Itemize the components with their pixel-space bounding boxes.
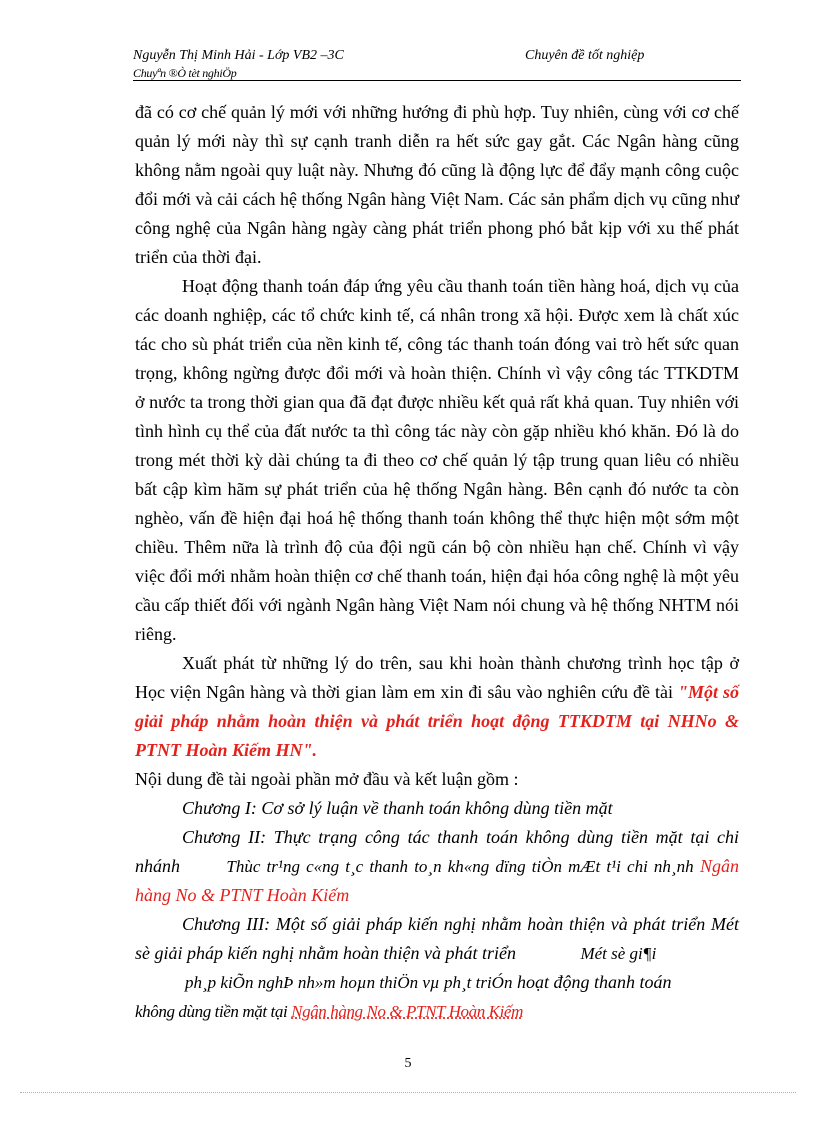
chapter-2-red: Ngân hàng No & PTNT Hoàn Kiếm: [135, 856, 740, 905]
chapter-3-text-b: Mét sè giải pháp kiến nghị nhằm hoàn thiện và phát triển: [135, 914, 739, 963]
chapter-2-garbled: Thùc tr¹ng c«ng t¸c thanh to¸n kh«ng dïng tiÒn mÆt t¹i chi nh¸nh: [226, 857, 694, 876]
header-author: Nguyễn Thị Minh Hải - Lớp VB2 –3C: [133, 48, 344, 63]
paragraph-1: đã có cơ chế quản lý mới với những hướng đi phù hợp. Tuy nhiên, cùng với cơ chế quản lý mới này thì sự cạnh tranh diễn ra hết sức gay gắt. Các Ngân hàng cũng không nằm ngoài quy luật này. Nhưng đó cũng là động lực để đẩy mạnh công cuộc đổi mới và cải cách hệ thống Ngân hàng Việt Nam. Các sản phẩm dịch vụ cũng như công nghệ của Ngân hàng ngày càng phát triển phong phó bắt kịp với xu thế phát triển của thời đại.: [135, 102, 739, 267]
chapter-3-garbled-a: Mét sè gi¶i: [580, 944, 657, 963]
chapter-3-cont: [135, 968, 739, 997]
thesis-title: "Một số giải pháp nhằm hoàn thiện và phát triển hoạt động TTKDTM tại NHNo & PTNT Hoàn Kiếm HN".: [135, 682, 739, 760]
chapter-1: Chương I: Cơ sở lý luận về thanh toán không dùng tiền mặt: [182, 798, 613, 818]
chapter-3-text: Chương III: Một số giải pháp kiến nghị nhằm hoàn thiện và phát triển: [182, 914, 706, 934]
chapter-3-red: Ngân hàng No & PTNT Hoàn Kiếm: [291, 1002, 523, 1021]
paragraph-3-text: Xuất phát từ những lý do trên, sau khi hoàn thành chương trình học tập ở Học viện Ngân hàng và thời gian làm em xin đi sâu vào nghiên cứu đề tài: [135, 653, 739, 702]
header-doc-type: Chuyên đề tốt nghiệp: [525, 48, 645, 63]
page-number: 5: [404, 1056, 412, 1071]
bottom-rule: [20, 1092, 796, 1093]
chapter-2-text: Chương II: Thực trạng công tác thanh toán không dùng tiền mặt tại chi nhánh: [135, 827, 739, 876]
document-body: [135, 98, 739, 1026]
paragraph-4: Nội dung đề tài ngoài phần mở đầu và kết luận gồm :: [135, 769, 519, 789]
chapter-3-end: [135, 997, 739, 1026]
paragraph-3: [135, 649, 739, 765]
chapter-3-text-f: không dùng tiền mặt tại: [135, 1002, 288, 1021]
page-header: [133, 46, 741, 81]
chapter-3: [135, 910, 739, 968]
chapter-2: [135, 823, 739, 910]
chapter-3-text-e: hoạt động thanh toán: [516, 972, 672, 992]
paragraph-2: Hoạt động thanh toán đáp ứng yêu cầu thanh toán tiền hàng hoá, dịch vụ của các doanh nghiệp, các tổ chức kinh tế, cá nhân trong xã hội. Được xem là chất xúc tác cho sù phát triển của nền kinh tế, công tác thanh toán đóng vai trò hết sức quan trọng, không ngừng được đổi mới và hoàn thiện. Chính vì vậy công tác TTKDTM ở nước ta trong thời gian qua đã đạt được nhiều kết quả rất khả quan. Tuy nhiên với tình hình cụ thể của đất nước ta thì công tác này còn gặp nhiều khó khăn. Đó là do trong mét thời kỳ dài chúng ta đi theo cơ chế quản lý tập trung quan liêu có nhiều bất cập kìm hãm sự phát triển của hệ thống Ngân hàng. Bên cạnh đó nước ta còn nghèo, vấn đề hiện đại hoá hệ thống thanh toán không thể thực hiện một sớm một chiều. Thêm nữa là trình độ của đội ngũ cán bộ còn nhiều hạn chế. Chính vì vậy việc đổi mới nhằm hoàn thiện cơ chế thanh toán, hiện đại hóa công nghệ là một yêu cầu cấp thiết đối với ngành Ngân hàng Việt Nam nói chung và hệ thống NHTM nói riêng.: [135, 276, 739, 644]
chapter-3-garbled-b: ph¸p kiÕn nghÞ nh»m hoµn thiÖn vµ ph¸t triÓn: [185, 973, 513, 992]
header-sub: Chuyªn ®Ò tèt nghiÖp: [133, 66, 237, 80]
